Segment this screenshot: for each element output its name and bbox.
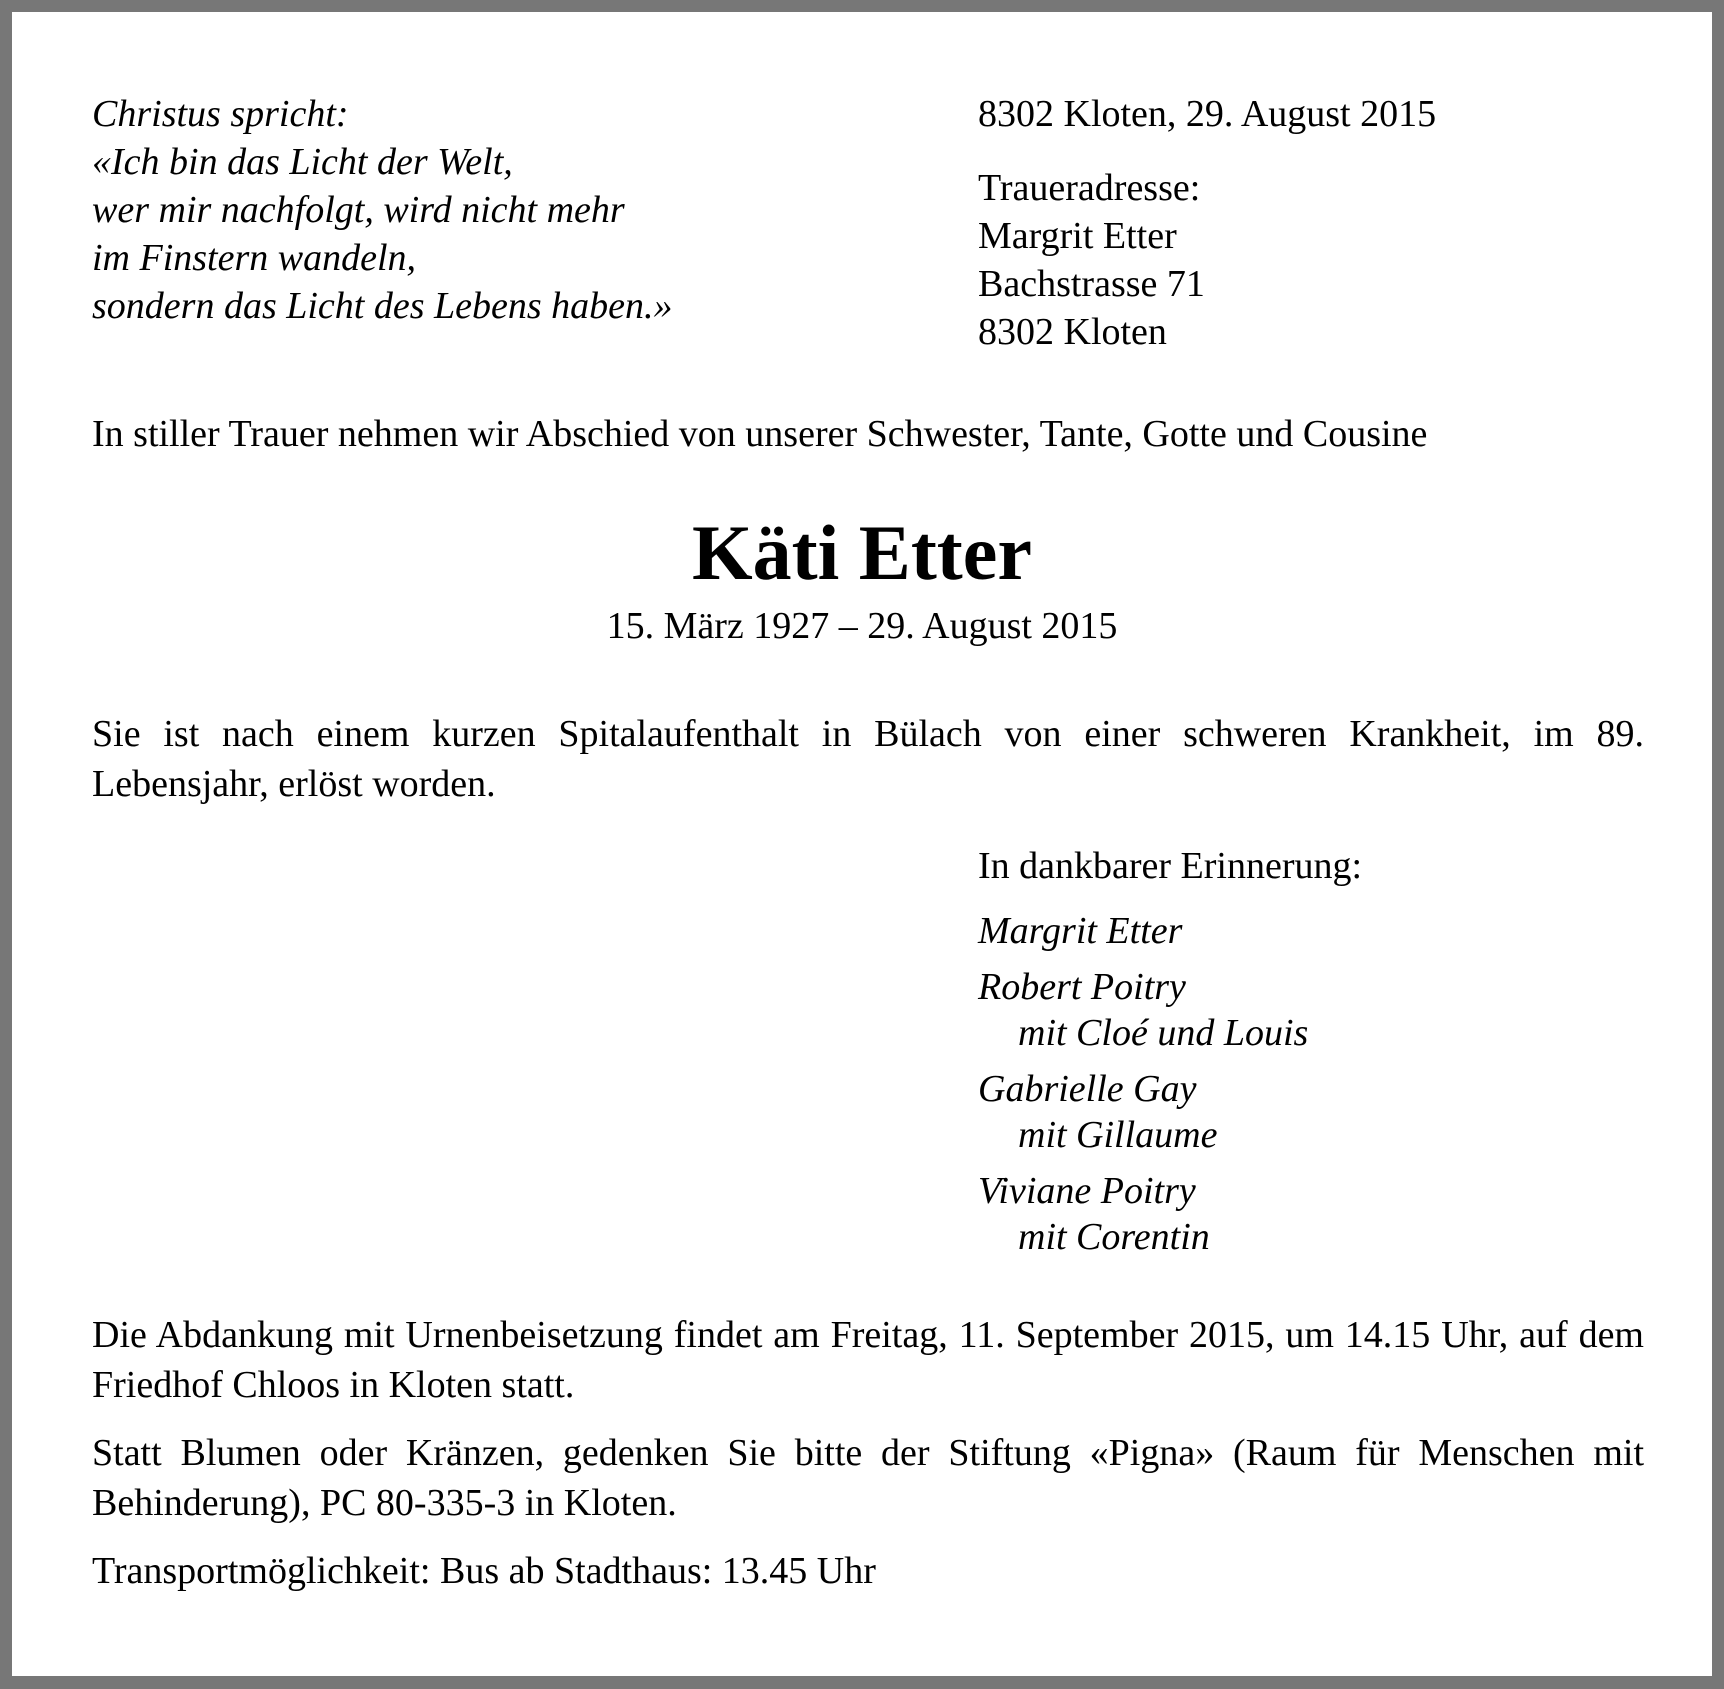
- life-dates: 15. März 1927 – 29. August 2015: [606, 605, 1118, 647]
- mourner-entry: [978, 1168, 1308, 1260]
- mourner-entry: [978, 964, 1308, 1056]
- quote-line: im Finstern wandeln,: [92, 237, 417, 279]
- mourner-family: mit Gillaume: [1018, 1114, 1218, 1156]
- intro-text: In stiller Trauer nehmen wir Abschied von unserer Schwester, Tante, Gotte und Cousine: [92, 413, 1428, 455]
- deceased-name: Käti Etter: [691, 509, 1033, 596]
- transport-paragraph: Transportmöglichkeit: Bus ab Stadthaus: 13.45 Uhr: [92, 1550, 876, 1592]
- quote-line: sondern das Licht des Lebens haben.»: [92, 285, 673, 327]
- mourner-entry: [978, 908, 1308, 954]
- donation-paragraph: Statt Blumen oder Kränzen, gedenken Sie bitte der Stiftung «Pigna» (Raum für Menschen mit Behinderung), PC 80-335-3 in Kloten.: [92, 1432, 1644, 1524]
- mourner-family: mit Cloé und Louis: [1018, 1012, 1309, 1054]
- mourning-address: [978, 164, 1205, 356]
- mourner-name: Robert Poitry: [978, 966, 1186, 1008]
- mourners-list: [978, 908, 1308, 1270]
- ceremony-paragraph: Die Abdankung mit Urnenbeisetzung findet am Freitag, 11. September 2015, um 14.15 Uhr, auf dem Friedhof Chloos in Kloten statt.: [92, 1314, 1644, 1406]
- address-name: Margrit Etter: [978, 215, 1177, 257]
- quote-line: «Ich bin das Licht der Welt,: [92, 141, 513, 183]
- mourner-entry: [978, 1066, 1308, 1158]
- address-street: Bachstrasse 71: [978, 263, 1205, 305]
- mourner-name: Gabrielle Gay: [978, 1068, 1197, 1110]
- quote-line: wer mir nachfolgt, wird nicht mehr: [92, 189, 625, 231]
- death-paragraph: Sie ist nach einem kurzen Spitalaufenthalt in Bülach von einer schweren Krankheit, im 89. Lebensjahr, erlöst worden.: [92, 713, 1644, 805]
- quote-line: Christus spricht:: [92, 93, 349, 135]
- address-city: 8302 Kloten: [978, 311, 1167, 353]
- death-notice-page: [12, 12, 1712, 1676]
- mourner-name: Margrit Etter: [978, 910, 1183, 952]
- mourner-family: mit Corentin: [1018, 1216, 1210, 1258]
- mourner-name: Viviane Poitry: [978, 1170, 1196, 1212]
- address-label: Traueradresse:: [978, 167, 1201, 209]
- thanks-label: In dankbarer Erinnerung:: [978, 845, 1363, 887]
- bible-quote: [92, 90, 673, 330]
- place-date: 8302 Kloten, 29. August 2015: [978, 93, 1437, 135]
